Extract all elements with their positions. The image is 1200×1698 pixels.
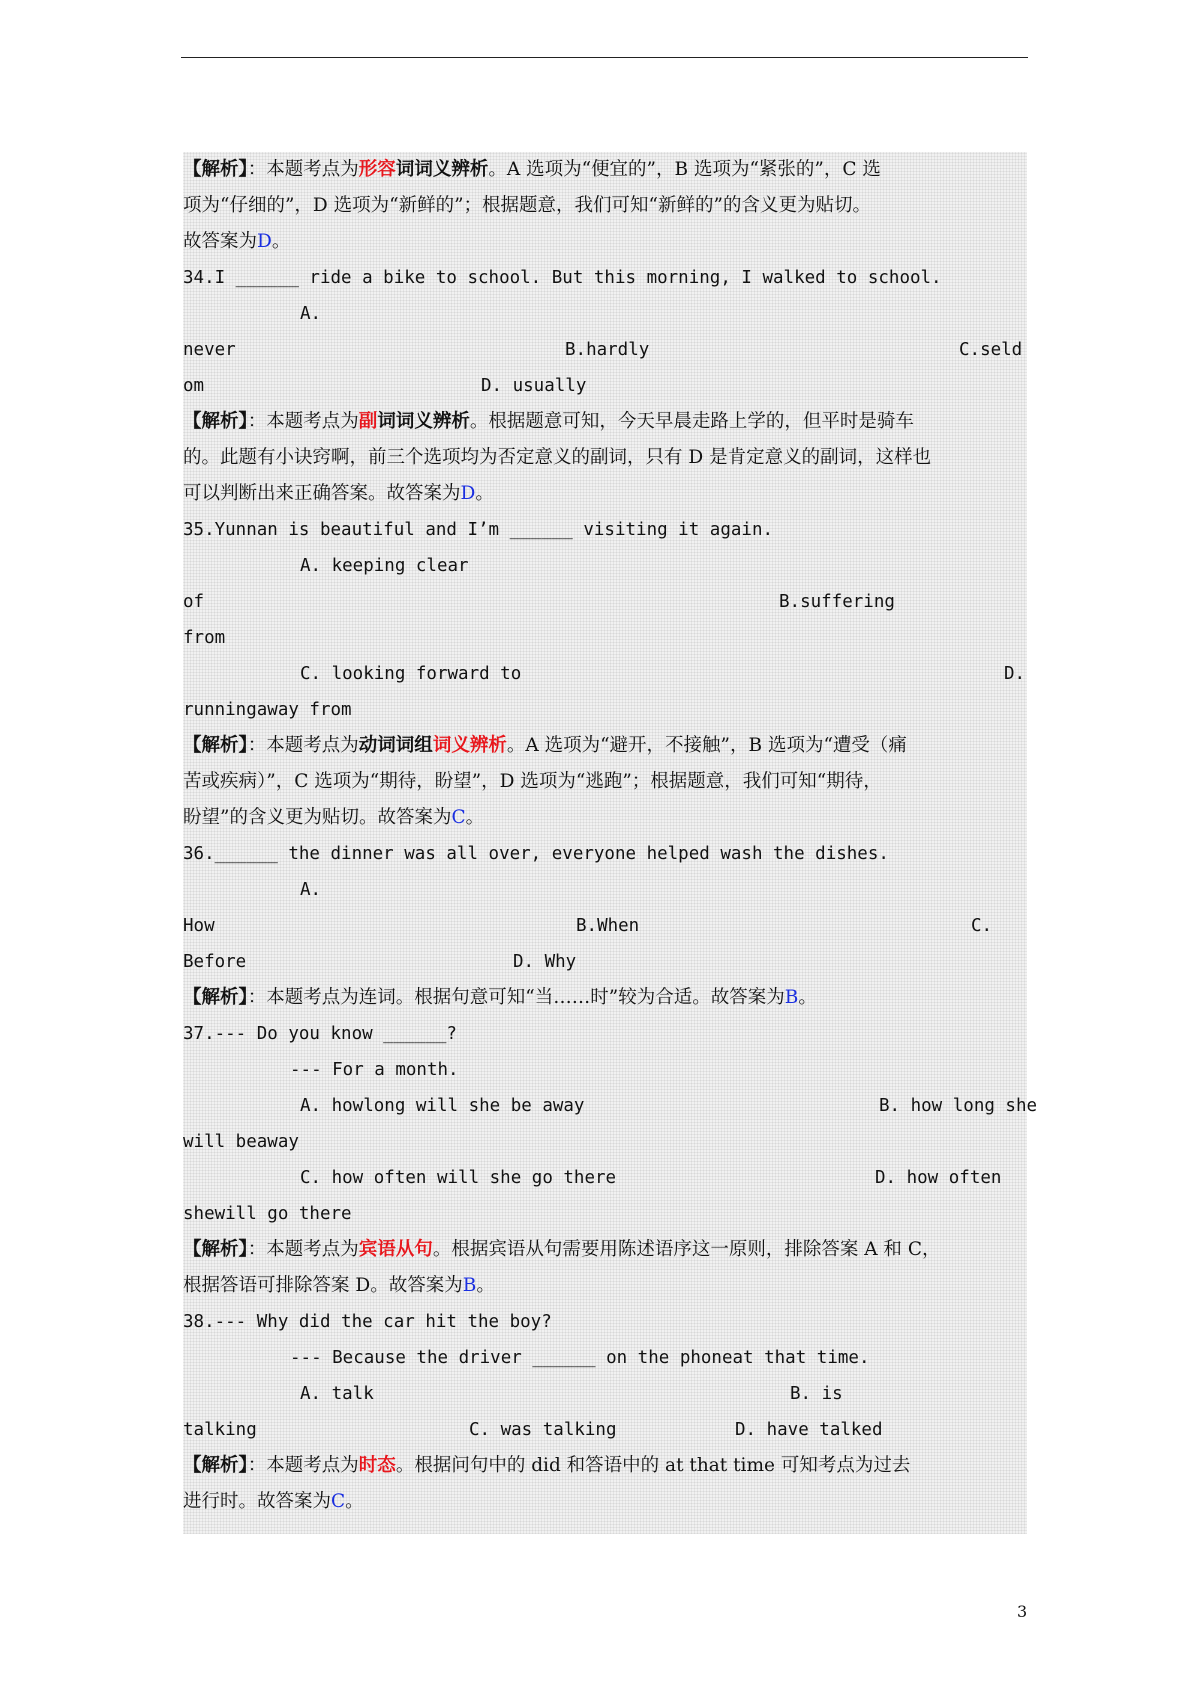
question-38-options-row1	[183, 1376, 1027, 1412]
option-c: C.seld	[959, 340, 1023, 360]
explanation-q38-line1: 【解析】：本题考点为时态。根据问句中的 did 和答语中的 at that time 可知考点为过去	[183, 1455, 911, 1476]
option-a: A. keeping clear	[300, 556, 469, 576]
answer-q37: B	[462, 1275, 477, 1296]
question-36-options-row2	[183, 908, 1027, 944]
question-38-options-row2	[183, 1412, 1027, 1448]
question-36-stem: 36.______ the dinner was all over, everyone helped wash the dishes.	[183, 844, 889, 864]
question-38-stem: 38.--- Why did the car hit the boy?	[183, 1312, 552, 1332]
explanation-q37-line2: 根据答语可排除答案 D。故答案为B。	[183, 1275, 495, 1296]
question-36-options-row3	[183, 944, 1027, 980]
option-c: C. looking forward to	[300, 664, 522, 684]
option-a-text: never	[183, 340, 236, 360]
option-c: C. was talking	[469, 1420, 617, 1440]
question-37-stem: 37.--- Do you know ______?	[183, 1024, 457, 1044]
option-b-cont: will beaway	[183, 1132, 299, 1152]
option-b: B.hardly	[565, 340, 650, 360]
question-35-options-row5	[183, 692, 1027, 728]
option-b-label: B. is	[790, 1384, 843, 1404]
explanation-q36-line1: 【解析】：本题考点为连词。根据句意可知“当……时”较为合适。故答案为B。	[183, 987, 817, 1008]
question-37-options-row2	[183, 1124, 1027, 1160]
question-36-options-row1	[183, 872, 1027, 908]
option-a-label: A.	[300, 880, 322, 900]
question-35-options-row3	[183, 620, 1027, 656]
explanation-q35-line2: 苦或疾病）”，C 选项为“期待，盼望”，D 选项为“逃跑”；根据题意，我们可知“期待，	[183, 771, 882, 792]
option-b: B.When	[576, 916, 640, 936]
question-35-options-row2	[183, 584, 1027, 620]
explanation-q33-line1: 【解析】：本题考点为形容词词义辨析。A 选项为“便宜的”，B 选项为“紧张的”，C 选	[183, 159, 881, 180]
explanation-q33-line3: 故答案为D。	[183, 231, 291, 252]
option-d-cont: runningaway from	[183, 700, 352, 720]
option-a-label: A.	[300, 304, 322, 324]
header-rule	[181, 57, 1028, 58]
option-a: A. talk	[300, 1384, 374, 1404]
option-b-cont: talking	[183, 1420, 257, 1440]
option-d: D. usually	[481, 376, 587, 396]
question-35-stem: 35.Yunnan is beautiful and I’m ______ visiting it again.	[183, 520, 774, 540]
option-d: D.	[1004, 664, 1026, 684]
option-d-cont: shewill go there	[183, 1204, 352, 1224]
option-d: D. Why	[513, 952, 577, 972]
question-34-options-row1	[183, 296, 1027, 332]
option-d: D. how often	[875, 1168, 1002, 1188]
option-c-label: C.	[971, 916, 993, 936]
option-b-cont: from	[183, 628, 226, 648]
option-b: B.suffering	[779, 592, 895, 612]
explanation-q38-line2: 进行时。故答案为C。	[183, 1491, 364, 1512]
explanation-q35-line3: 盼望”的含义更为贴切。故答案为C。	[183, 807, 485, 828]
question-34-stem: 34.I ______ ride a bike to school. But this morning, I walked to school.	[183, 268, 942, 288]
answer-q33: D	[257, 231, 272, 252]
option-d: D. have talked	[735, 1420, 883, 1440]
question-34-options-row3	[183, 368, 1027, 404]
option-c-text: Before	[183, 952, 247, 972]
explanation-q33-line2: 项为“仔细的”，D 选项为“新鲜的”；根据题意，我们可知“新鲜的”的含义更为贴切。	[183, 195, 871, 216]
document-content	[183, 152, 1038, 1534]
option-b: B. how long she	[879, 1096, 1038, 1116]
answer-q35: C	[451, 807, 466, 828]
option-c: C. how often will she go there	[300, 1168, 617, 1188]
answer-q38: C	[331, 1491, 346, 1512]
option-a-text: How	[183, 916, 215, 936]
question-37-reply: --- For a month.	[290, 1060, 459, 1080]
answer-q36: B	[784, 987, 799, 1008]
explanation-q34-line3: 可以判断出来正确答案。故答案为D。	[183, 483, 494, 504]
explanation-q34-line1: 【解析】：本题考点为副词词义辨析。根据题意可知，今天早晨走路上学的，但平时是骑车	[183, 411, 914, 432]
question-37-options-row3	[183, 1160, 1027, 1196]
question-35-options-row4	[183, 656, 1027, 692]
question-37-options-row1	[183, 1088, 1038, 1124]
option-a: A. howlong will she be away	[300, 1096, 585, 1116]
explanation-q35-line1: 【解析】：本题考点为动词词组词义辨析。A 选项为“避开，不接触”，B 选项为“遭受（痛	[183, 735, 907, 756]
option-c-cont: om	[183, 376, 205, 396]
explanation-q37-line1: 【解析】：本题考点为宾语从句。根据宾语从句需要用陈述语序这一原则，排除答案 A 和 C，	[183, 1239, 941, 1260]
explanation-q34-line2: 的。此题有小诀窍啊，前三个选项均为否定意义的副词，只有 D 是肯定意义的副词，这样也	[183, 447, 932, 468]
question-37-options-row4	[183, 1196, 1027, 1232]
answer-q34: D	[460, 483, 476, 504]
option-a-cont: of	[183, 592, 205, 612]
question-34-options-row2	[183, 332, 1027, 368]
question-35-options-row1	[183, 548, 1027, 584]
page-number: 3	[1017, 1602, 1028, 1621]
question-38-reply: --- Because the driver ______ on the phoneat that time.	[290, 1348, 870, 1368]
